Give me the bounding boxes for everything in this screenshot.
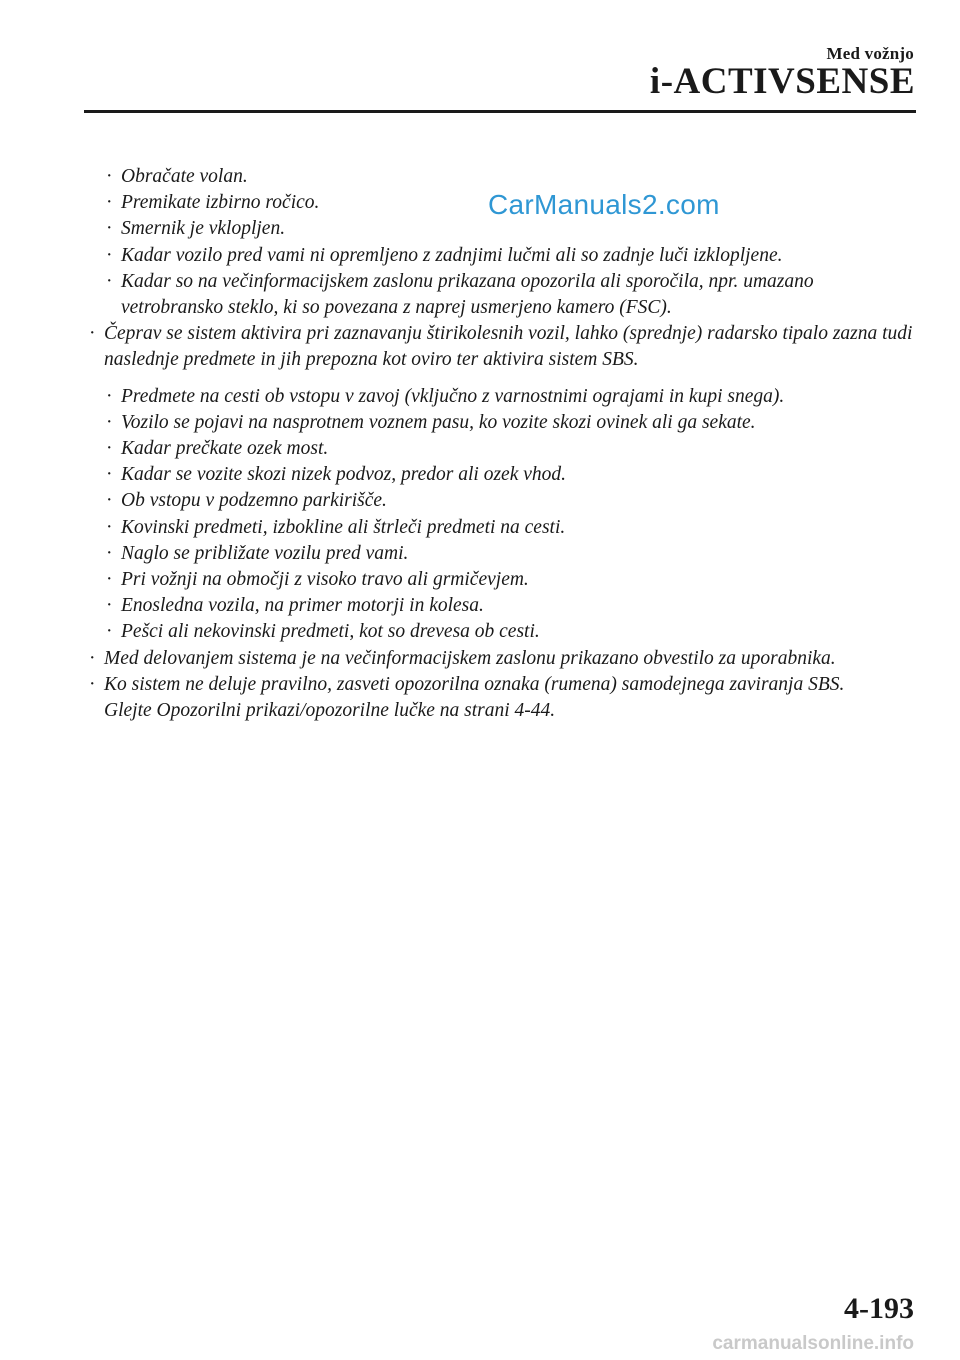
list-item [103,515,916,541]
list-item-text: Enosledna vozila, na primer motorji in kolesa. [121,595,484,617]
bullet-icon: · [106,270,113,292]
bullet-icon: · [106,166,113,187]
list-item-text: Kadar prečkate ozek most. [121,438,329,460]
list-item-text: Ko sistem ne deluje pravilno, zasveti opozorilna oznaka (rumena) samodejnega zaviranja SBS. [104,673,845,695]
list-item [103,410,916,436]
bullet-icon: · [89,673,96,695]
bullet-icon: · [106,192,113,214]
list-item-text: Naglo se približate vozilu pred vami. [121,542,409,564]
list-item-text: Med delovanjem sistema je na večinformacijskem zaslonu prikazano obvestilo za uporabnika. [104,647,836,669]
list-item [103,567,916,593]
list-item [103,541,916,567]
bullet-icon: · [106,542,113,564]
list-item [103,384,916,410]
section-heading: Med vožnjo [826,44,914,63]
header-divider [84,110,916,113]
list-item [103,619,916,645]
bullet-icon: · [106,621,113,643]
list-item-text: Vozilo se pojavi na nasprotnem voznem pasu, ko vozite skozi ovinek ali ga sekate. [121,411,756,433]
watermark-carmanuals2: CarManuals2.com [488,189,720,220]
page-reference: Glejte Opozorilni prikazi/opozorilne lučke na strani 4-44. [104,700,556,722]
list-item-text: Obračate volan. [121,166,248,187]
bullet-icon: · [106,516,113,538]
list-item [103,462,916,488]
bullet-icon: · [106,595,113,617]
page-body [86,164,916,724]
list-item [103,164,916,190]
list-item [103,436,916,462]
list-item [103,593,916,619]
chapter-title: i-ACTIVSENSE [649,61,915,102]
bullet-icon: · [106,218,113,240]
list-item [103,243,916,269]
list-item [86,646,916,672]
list-item-text: Čeprav se sistem aktivira pri zaznavanju štirikolesnih vozil, lahko (sprednje) radarsko tipalo zazna tudi naslednje predmete in jih prepozna kot oviro ter aktivira sistem SBS. [104,323,913,371]
watermark-carmanualsonline: carmanualsonline.info [712,1333,914,1354]
bullet-icon: · [89,647,96,669]
list-item-text: Ob vstopu v podzemno parkirišče. [121,490,387,512]
list-item-text: Kadar se vozite skozi nizek podvoz, predor ali ozek vhod. [121,464,567,486]
list-item-text: Pri vožnji na območji z visoko travo ali grmičevjem. [121,569,529,591]
page-number: 4-193 [844,1292,914,1325]
list-item [103,488,916,514]
bullet-icon: · [89,323,96,345]
list-item [103,216,916,242]
list-item-text: Premikate izbirno ročico. [121,192,320,214]
list-item-text: Kadar vozilo pred vami ni opremljeno z zadnjimi lučmi ali so zadnje luči izklopljene. [121,244,783,266]
list-item-text: Kovinski predmeti, izbokline ali štrleči predmeti na cesti. [121,516,566,538]
bullet-icon: · [106,569,113,591]
list-item [103,269,916,321]
list-item-text: Smernik je vklopljen. [121,218,286,240]
list-item [86,672,916,724]
list-item [103,190,916,216]
list-item [86,321,916,373]
bullet-icon: · [106,385,113,407]
list-item-text: Pešci ali nekovinski predmeti, kot so drevesa ob cesti. [121,621,540,643]
bullet-icon: · [106,464,113,486]
bullet-icon: · [106,438,113,460]
list-item-text: Kadar so na večinformacijskem zaslonu prikazana opozorila ali sporočila, npr. umazano vetrobransko steklo, ki so povezana z naprej usmerjeno kamero (FSC). [121,270,814,319]
bullet-icon: · [106,411,113,433]
list-item-text: Predmete na cesti ob vstopu v zavoj (vključno z varnostnimi ograjami in kupi snega). [121,385,785,407]
bullet-icon: · [106,244,113,266]
bullet-icon: · [106,490,113,512]
